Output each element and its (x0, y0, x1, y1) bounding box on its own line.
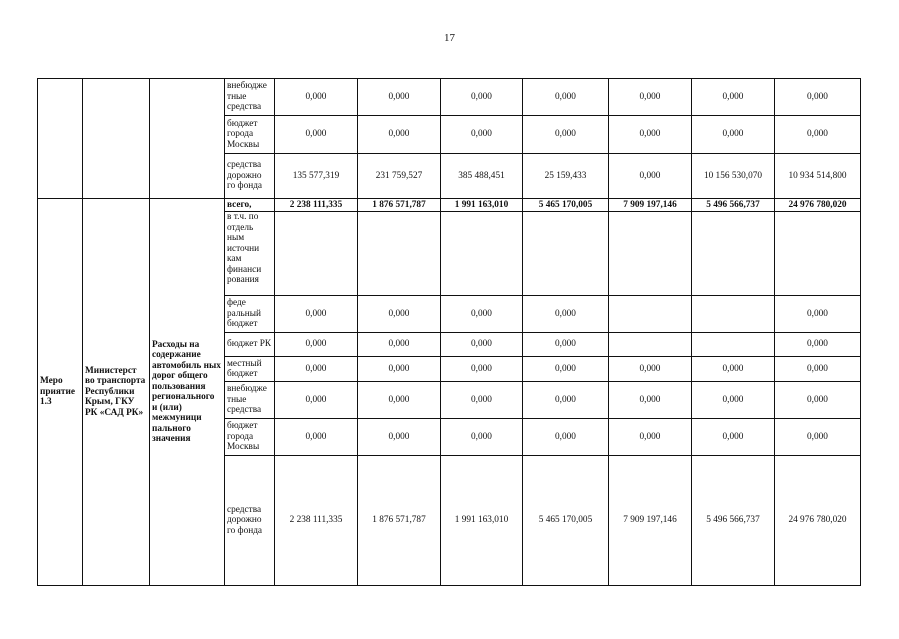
total-value: 7 909 197,146 (609, 199, 692, 212)
value-cell (523, 212, 609, 296)
value-cell: 0,000 (609, 419, 692, 456)
value-cell (441, 212, 523, 296)
value-cell: 0,000 (775, 382, 861, 419)
value-cell: 231 759,527 (358, 154, 441, 199)
funding-source: средства дорожно го фонда (225, 154, 275, 199)
total-value: 24 976 780,020 (775, 199, 861, 212)
value-cell: 0,000 (441, 419, 523, 456)
funding-source: внебюдже тные средства (225, 382, 275, 419)
value-cell: 0,000 (358, 296, 441, 333)
value-cell: 0,000 (523, 116, 609, 154)
value-cell: 0,000 (275, 333, 358, 357)
value-cell: 0,000 (523, 419, 609, 456)
value-cell (692, 212, 775, 296)
value-cell (692, 296, 775, 333)
value-cell: 0,000 (358, 419, 441, 456)
total-value: 5 496 566,737 (692, 199, 775, 212)
activity-cell-empty (38, 79, 83, 199)
value-cell: 24 976 780,020 (775, 456, 861, 586)
value-cell: 0,000 (523, 296, 609, 333)
value-cell (275, 212, 358, 296)
executor-label: Министерст во транспорта Республики Крым, ГКУ РК «САД РК» (83, 199, 150, 586)
value-cell: 0,000 (692, 79, 775, 116)
total-value: 2 238 111,335 (275, 199, 358, 212)
value-cell: 0,000 (692, 116, 775, 154)
value-cell: 0,000 (441, 116, 523, 154)
value-cell: 0,000 (523, 382, 609, 419)
funding-source: средства дорожно го фонда (225, 456, 275, 586)
value-cell: 0,000 (775, 419, 861, 456)
value-cell: 0,000 (275, 357, 358, 382)
total-value: 1 991 163,010 (441, 199, 523, 212)
value-cell: 385 488,451 (441, 154, 523, 199)
total-value: 1 876 571,787 (358, 199, 441, 212)
total-row (38, 199, 861, 212)
budget-table (37, 78, 861, 586)
value-cell: 0,000 (692, 382, 775, 419)
value-cell: 135 577,319 (275, 154, 358, 199)
value-cell (609, 212, 692, 296)
breakdown-label: в т.ч. по отдель ным источни кам финанси рования (225, 212, 275, 296)
value-cell: 0,000 (275, 79, 358, 116)
value-cell: 0,000 (775, 333, 861, 357)
description-cell-empty (150, 79, 225, 199)
value-cell: 0,000 (275, 116, 358, 154)
value-cell: 1 876 571,787 (358, 456, 441, 586)
value-cell: 0,000 (609, 79, 692, 116)
value-cell: 0,000 (609, 382, 692, 419)
funding-source: бюджет города Москвы (225, 419, 275, 456)
value-cell: 0,000 (275, 419, 358, 456)
total-value: 5 465 170,005 (523, 199, 609, 212)
value-cell: 0,000 (358, 357, 441, 382)
value-cell: 7 909 197,146 (609, 456, 692, 586)
value-cell: 0,000 (523, 333, 609, 357)
value-cell: 5 465 170,005 (523, 456, 609, 586)
value-cell: 0,000 (775, 357, 861, 382)
value-cell: 1 991 163,010 (441, 456, 523, 586)
value-cell: 0,000 (275, 296, 358, 333)
value-cell: 0,000 (523, 357, 609, 382)
value-cell: 0,000 (441, 333, 523, 357)
value-cell: 0,000 (441, 296, 523, 333)
funding-source: феде ральный бюджет (225, 296, 275, 333)
table-row (38, 79, 861, 116)
value-cell: 0,000 (358, 116, 441, 154)
value-cell: 0,000 (275, 382, 358, 419)
value-cell: 25 159,433 (523, 154, 609, 199)
value-cell: 0,000 (609, 154, 692, 199)
funding-source: бюджет РК (225, 333, 275, 357)
value-cell: 0,000 (775, 79, 861, 116)
value-cell: 10 934 514,800 (775, 154, 861, 199)
value-cell: 0,000 (358, 79, 441, 116)
activity-label: Меро приятие 1.3 (38, 199, 83, 586)
funding-source: местный бюджет (225, 357, 275, 382)
value-cell: 0,000 (775, 116, 861, 154)
value-cell: 0,000 (441, 357, 523, 382)
value-cell (775, 212, 861, 296)
value-cell: 0,000 (358, 382, 441, 419)
value-cell: 0,000 (609, 116, 692, 154)
value-cell (358, 212, 441, 296)
value-cell: 0,000 (775, 296, 861, 333)
executor-cell-empty (83, 79, 150, 199)
value-cell: 5 496 566,737 (692, 456, 775, 586)
value-cell: 0,000 (523, 79, 609, 116)
page-number: 17 (444, 32, 455, 44)
value-cell: 0,000 (358, 333, 441, 357)
funding-source: бюджет города Москвы (225, 116, 275, 154)
value-cell (609, 333, 692, 357)
funding-source-total: всего, (225, 199, 275, 212)
value-cell: 0,000 (441, 382, 523, 419)
value-cell: 0,000 (609, 357, 692, 382)
value-cell (692, 333, 775, 357)
description-label: Расходы на содержание автомобиль ных дорог общего пользования регионального и (или) межмуници пального значения (150, 199, 225, 586)
value-cell (609, 296, 692, 333)
value-cell: 2 238 111,335 (275, 456, 358, 586)
value-cell: 0,000 (441, 79, 523, 116)
value-cell: 10 156 530,070 (692, 154, 775, 199)
value-cell: 0,000 (692, 419, 775, 456)
funding-source: внебюдже тные средства (225, 79, 275, 116)
value-cell: 0,000 (692, 357, 775, 382)
